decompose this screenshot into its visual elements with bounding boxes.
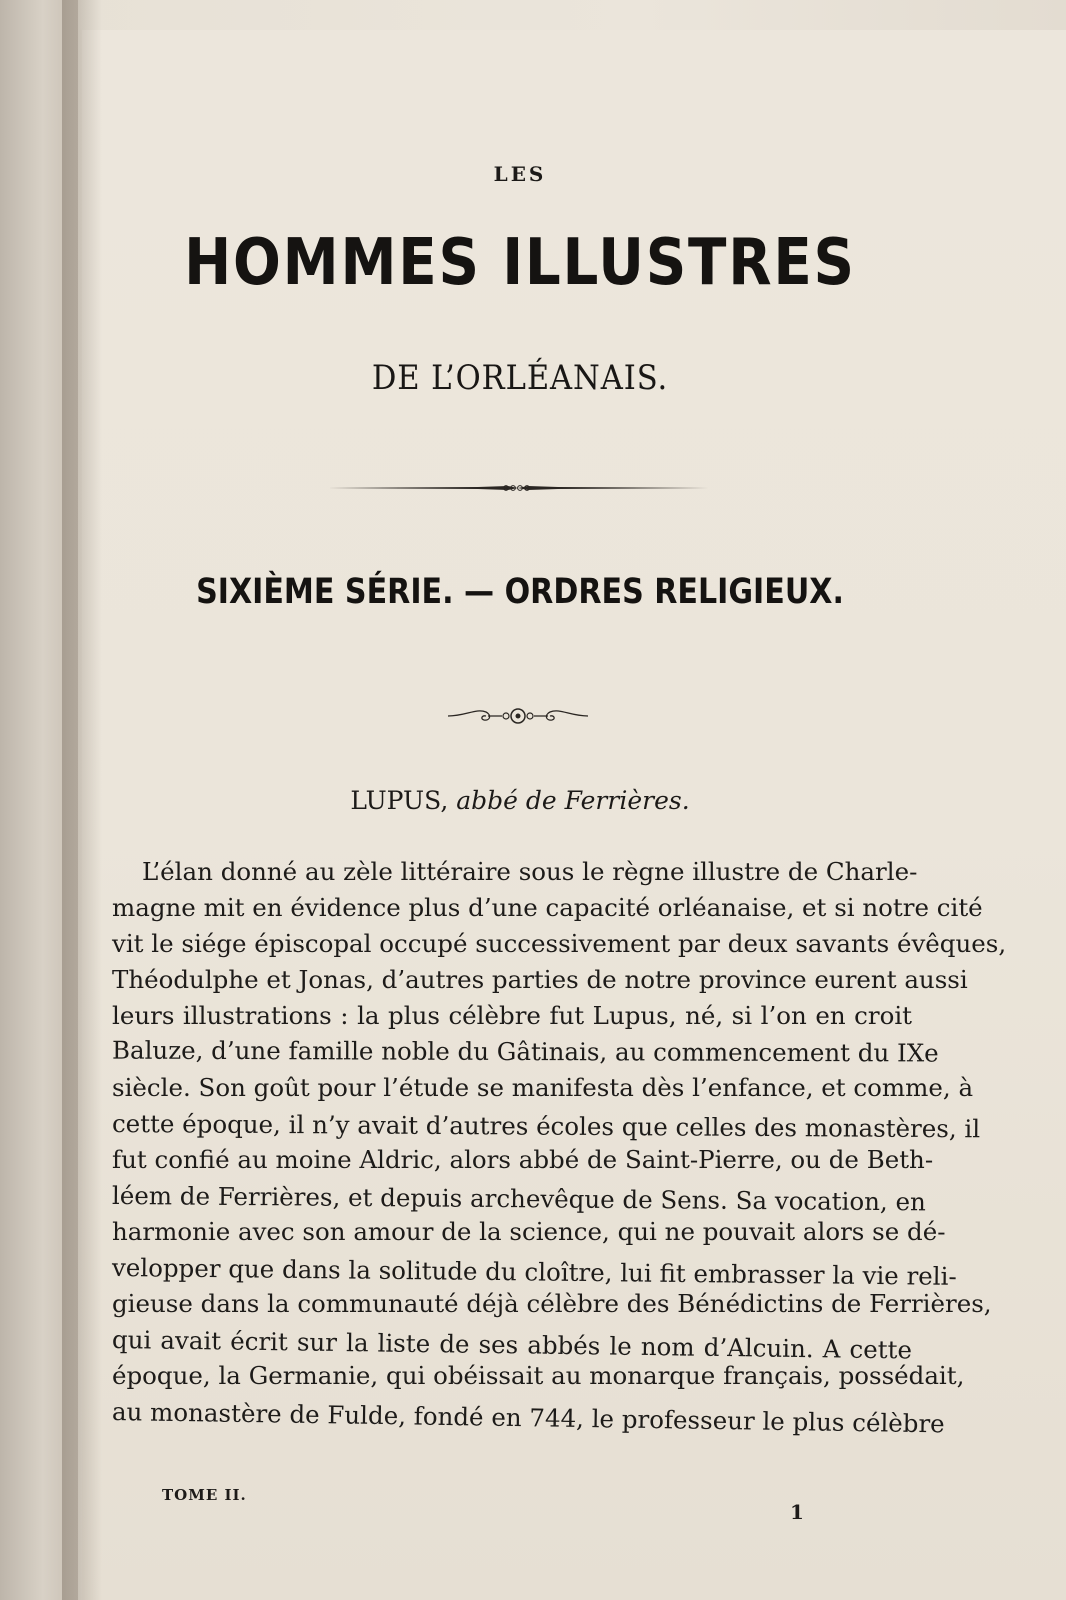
body-text [111, 854, 1007, 1439]
body-line: magne mit en évidence plus d’une capacité orléanaise, et si notre cité [112, 893, 983, 922]
footer-tome: TOME II. [162, 1486, 247, 1504]
title-les: LES [493, 162, 547, 186]
body-line: gieuse dans la communauté déjà célèbre des Bénédictins de Ferrières, [112, 1289, 992, 1318]
entry-name: LUPUS, [350, 786, 449, 815]
body-line: velopper que dans la solitude du cloître, lui fit embrasser la vie reli- [111, 1253, 957, 1291]
body-line: fut confié au moine Aldric, alors abbé de Saint-Pierre, ou de Beth- [112, 1145, 934, 1174]
entry-role: abbé de Ferrières. [456, 786, 690, 815]
body-line: vit le siége épiscopal occupé successivement par deux savants évêques, [112, 929, 1007, 958]
page-number: 1 [790, 1500, 804, 1524]
title-main: HOMMES ILLUSTRES [184, 226, 856, 300]
body-line: siècle. Son goût pour l’étude se manifesta dès l’enfance, et comme, à [112, 1073, 974, 1102]
body-line: époque, la Germanie, qui obéissait au monarque français, possédait, [112, 1361, 965, 1390]
series-heading: SIXIÈME SÉRIE. — ORDRES RELIGIEUX. [196, 572, 844, 612]
title-sub: DE L’ORLÉANAIS. [371, 358, 669, 398]
body-line: qui avait écrit sur la liste de ses abbés le nom d’Alcuin. A cette [111, 1325, 913, 1365]
body-line: leurs illustrations : la plus célèbre fut Lupus, né, si l’on en croit [112, 1001, 912, 1030]
body-line: cette époque, il n’y avait d’autres écoles que celles des monastères, il [111, 1109, 981, 1144]
body-line: Baluze, d’une famille noble du Gâtinais, au commencement du IXe [111, 1035, 939, 1068]
body-line: léem de Ferrières, et depuis archevêque de Sens. Sa vocation, en [111, 1181, 926, 1217]
decorative-rule [328, 478, 708, 498]
fleuron-ornament [446, 704, 590, 728]
body-line: Théodulphe et Jonas, d’autres parties de notre province eurent aussi [112, 965, 968, 994]
entry-title [0, 786, 1040, 815]
body-line: L’élan donné au zèle littéraire sous le règne illustre de Charle- [142, 857, 918, 886]
body-line: harmonie avec son amour de la science, qui ne pouvait alors se dé- [112, 1217, 946, 1246]
body-line: au monastère de Fulde, fondé en 744, le professeur le plus célèbre [111, 1397, 945, 1439]
